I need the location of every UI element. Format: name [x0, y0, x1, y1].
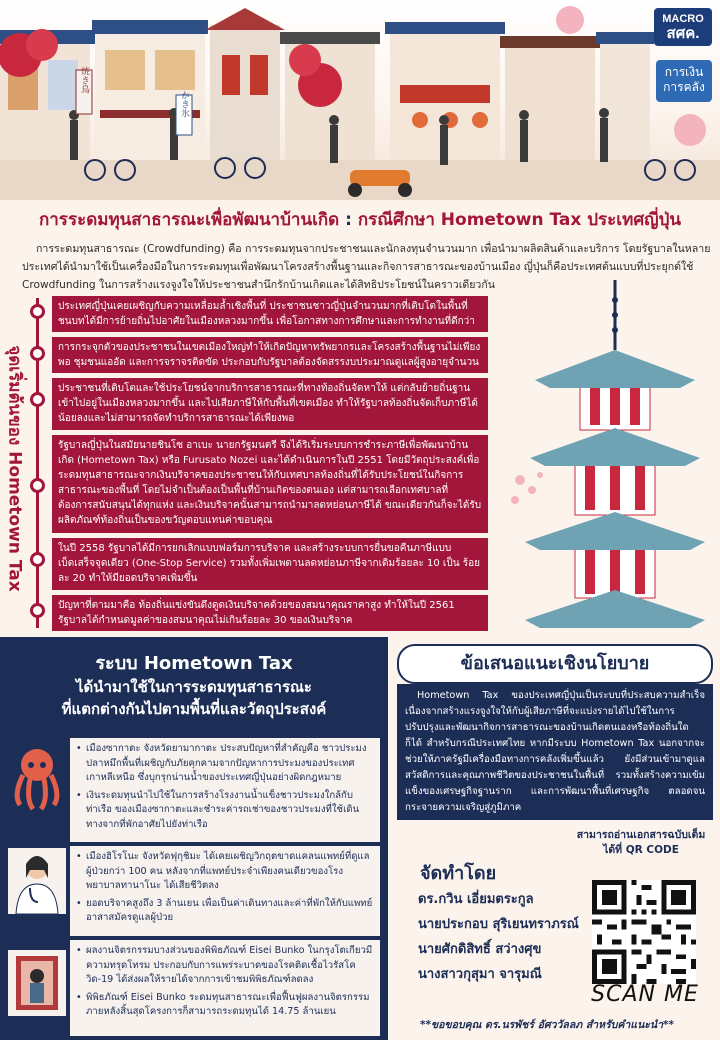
title-subtitle: กรณีศึกษา Hometown Tax ประเทศญี่ปุ่น: [357, 210, 682, 230]
timeline-dot: [30, 304, 45, 319]
acknowledgement: **ขอขอบคุณ ดร.นรพัชร์ อัศววัลลภ สำหรับคำแนะนำ**: [420, 1019, 674, 1031]
case-point: • ผลงานจิตรกรรมบางส่วนของพิพิธภัณฑ์ Eisei Bunko ในกรุงโตเกียวมีความทรุดโทรม ประกอบกับการแพร่ระบาดของโรคติดเชื้อไวรัสโควิด-19 ได้ส่งผลให้รายได้จากการเข้าชมพิพิธภัณฑ์ลดลง: [76, 944, 374, 988]
hero-street-illustration: [0, 0, 720, 200]
system-subheading: [0, 676, 388, 720]
qr-caption-line2: ได้ที่ QR CODE: [603, 844, 679, 856]
qr-code[interactable]: [592, 880, 696, 984]
case-point: • พิพิธภัณฑ์ Eisei Bunko ระดมทุนสาธารณะเพื่อฟื้นฟูผลงานจิตรกรรมภายหลังสิ้นสุดโครงการก็สามารถระดมทุนได้ 14.75 ล้านเยน: [76, 991, 374, 1020]
timeline-dot: [30, 346, 45, 361]
history-vertical-title: [0, 300, 30, 640]
timeline-item: ปัญหาที่ตามมาคือ ท้องถิ่นแข่งขันดึงดูดเงินบริจาคด้วยของสมนาคุณราคาสูง ทำให้ในปี 2561 รัฐบาลได้กำหนดมูลค่าของสมนาคุณไม่เกินร้อยละ 30 ของเงินบริจาค: [52, 595, 488, 631]
qr-caption-line1: สามารถอ่านเอกสารฉบับเต็ม: [576, 829, 706, 841]
timeline-dot: [30, 392, 45, 407]
case-point: • เงินระดมทุนนำไปใช้ในการสร้างโรงงานน้ำแข็งชาวประมงใกล้กับท่าเรือ ของเมืองซากาตะและชำระค่ารถเช่าของชาวประมงที่ใช้เดินทางจากที่พักอาศัยไปยังท่าเรือ: [76, 789, 374, 833]
scan-me-label: SCAN ME: [591, 982, 699, 1007]
timeline-dot: [30, 603, 45, 618]
pagoda-illustration: [510, 280, 720, 640]
timeline-dot: [30, 552, 45, 567]
timeline-item: ในปี 2558 รัฐบาลได้มีการยกเลิกแบบฟอร์มการบริจาค และสร้างระบบการยื่นขอคืนภาษีแบบเบ็ดเสร็จจุดเดียว (One-Stop Service) รวมทั้งเพิ่มเพดานลดหย่อนภาษีจากเดิมร้อยละ 10 เป็น ร้อยละ 20 ทำให้มียอดบริจาคเพิ่มขึ้น: [52, 538, 488, 590]
organizer-name: นายศักดิสิทธิ์ สว่างศุข: [418, 942, 542, 957]
system-subheading-line1: ได้นำมาใช้ในการระดมทุนสาธารณะ: [76, 678, 312, 696]
macro-logo: [654, 8, 712, 46]
intro-paragraph: การระดมทุนสาธารณะ (Crowdfunding) คือ การระดมทุนจากประชาชนและนักลงทุนจำนวนมาก เพื่อนำมาผลิตสินค้าและบริการ โดยรัฐบาลในหลายประเทศได้นำมาใช้เป็นเครื่องมือในการระดมทุนเพื่อพัฒนาโครงสร้างพื้นฐานและกิจการสาธารณะของบ้านเมือง ญี่ปุ่นก็คือประเทศต้นแบบที่ประยุกต์ใช้ Crowdfunding ในการสร้างแรงจูงใจให้ประชาชนสำนึกรักบ้านเกิดและได้สิทธิประโยชน์ในคราวเดียวกัน: [22, 243, 711, 291]
octopus-icon: [8, 745, 66, 811]
system-subheading-line2: ที่แตกต่างกันไปตามพื้นที่และวัตถุประสงค์: [61, 700, 327, 718]
organizer-name: ดร.กวิน เอี่ยมตระกูล: [418, 892, 534, 907]
organizers-heading: จัดทำโดย: [420, 863, 497, 884]
history-vertical-title-text: จุดเริ่มต้นของ Hometown Tax: [4, 345, 25, 592]
case-box-hirono: [70, 846, 380, 936]
policy-heading: ข้อเสนอแนะเชิงนโยบาย: [397, 644, 713, 684]
title-separator: :: [339, 210, 358, 230]
policy-body: Hometown Tax ของประเทศญี่ปุ่นเป็นระบบที่ประสบความสำเร็จเนื่องจากสร้างแรงจูงใจให้กับผู้เสียภาษีที่จะแบ่งรายได้ไปใช้ในการปรับปรุงและพัฒนากิจการสาธารณะของบ้านเกิดตนเองหรือท้องถิ่นใดก็ได้ สำหรับกรณีประเทศไทย หากมีระบบ Hometown Tax นอกจากจะช่วยให้ภาครัฐมีเครื่องมือทางการคลังเพิ่มขึ้นแล้ว ยังมีส่วนเข้ามาดูแลสวัสดิการและคุณภาพชีวิตของประชาชนในพื้นที่ รวมทั้งสร้างความเข้มแข็งของเศรษฐกิจฐานราก และการพัฒนาพื้นที่เศรษฐกิจ ตลอดจนกระจายความเจริญสู่ภูมิภาค: [397, 684, 713, 820]
case-point: • เมืองฮิโรโนะ จังหวัดฟุกุชิมะ ได้เคยเผชิญวิกฤตขาดแคลนแพทย์ที่ดูแลผู้ป่วยกว่า 100 คน หลังจากที่แพทย์ประจำเพียงคนเดียวของโรงพยาบาลทานาโนะ ได้เสียชีวิตลง: [76, 850, 374, 894]
organizer-name: นางสาวกุสุมา จารุมณี: [418, 967, 542, 982]
finance-logo-line1: การเงิน: [664, 65, 704, 79]
painting-icon: [8, 950, 66, 1016]
street-scene-illustration: [0, 0, 720, 200]
macro-logo-line2: สศค.: [666, 25, 700, 42]
timeline-dot: [30, 478, 45, 493]
timeline-item: รัฐบาลญี่ปุ่นในสมัยนายชินโซ อาเบะ นายกรัฐมนตรี จึงได้ริเริ่มระบบการชำระภาษีเพื่อพัฒนาบ้านเกิด (Hometown Tax) หรือ Furusato Nozei และได้ดำเนินการในปี 2551 โดยมีวัตถุประสงค์เพื่อระดมทุนสาธารณะจากเงินบริจาคของประชาชนให้กับเทศบาลท้องถิ่นที่ได้รับประโยชน์ในกิจการสาธารณะของพื้นที่ โดยไม่จำเป็นต้องเป็นพื้นที่บ้านเกิดของตนเอง แต่สามารถเลือกเทศบาลที่ต้องการสนับสนุนได้ทุกแห่ง และเงินบริจาคนั้นสามารถนำมาลดหย่อนภาษีได้ ขณะเดียวกันก็จะได้รับผลิตภัณฑ์ท้องถิ่นเป็นของขวัญตอบแทนค่าขอบคุณ: [52, 435, 488, 533]
qr-caption: [562, 828, 720, 858]
case-box-sakata: [70, 738, 380, 842]
finance-logo: [656, 60, 712, 102]
sign-yakitori: 焼き鳥: [79, 66, 89, 94]
timeline-item: การกระจุกตัวของประชาชนในเขตเมืองใหญ่ทำให้เกิดปัญหาทรัพยากรและโครงสร้างพื้นฐานไม่เพียงพอ ชุมชนแออัด และการจราจรติดขัด ประกอบกับรัฐบาลต้องจัดสรรงบประมาณดูแลผู้สูงอายุจำนวน: [52, 337, 488, 373]
case-point: • เมืองซากาตะ จังหวัดยามากาตะ ประสบปัญหาที่สำคัญคือ ชาวประมงปลาหมึกพื้นที่เผชิญกับภัยคุกคามจากปัญหาการประมงของประเทศเกาหลีเหนือ ซึ่งบุกรุกน่านน้ำของประเทศญี่ปุ่นอย่างผิดกฎหมาย: [76, 742, 374, 786]
timeline-item: ประชาชนที่เติบโตและใช้ประโยชน์จากบริการสาธารณะที่ทางท้องถิ่นจัดหาให้ แต่กลับย้ายถิ่นฐานเข้าไปอยู่ในเมืองหลวงมากขึ้น และไปเสียภาษีให้กับพื้นที่เขตเมือง ทำให้รัฐบาลท้องถิ่นจัดเก็บภาษีได้น้อยลงและไม่สามารถจัดทำบริการสาธารณะได้เพียงพอ: [52, 378, 488, 430]
case-box-eisei-bunko: [70, 940, 380, 1036]
page-title: [0, 200, 720, 240]
doctor-icon: [8, 848, 66, 914]
macro-logo-line1: MACRO: [662, 13, 704, 25]
title-main: การระดมทุนสาธารณะเพื่อพัฒนาบ้านเกิด: [38, 210, 340, 230]
finance-logo-line2: การคลัง: [663, 80, 705, 94]
timeline-item: ประเทศญี่ปุ่นเคยเผชิญกับความเหลื่อมล้ำเชิงพื้นที่ ประชาชนชาวญี่ปุ่นจำนวนมากที่เติบโตในพื้นที่ชนบทได้มีการย้ายถิ่นไปอาศัยในเมืองหลวงมากขึ้น เพื่อโอกาสทางการศึกษาและการทำงานที่ดีกว่า: [52, 296, 488, 332]
case-point: • ยอดบริจาคสูงถึง 3 ล้านเยน เพื่อเป็นค่าเดินทางและค่าที่พักให้กับแพทย์อาสาสมัครดูแลผู้ป่วย: [76, 897, 374, 926]
organizer-name: นายประกอบ สุริเยนทราภรณ์: [418, 917, 579, 932]
pagoda-icon: [510, 280, 720, 640]
sign-kakigori: かき氷: [179, 90, 189, 118]
system-heading: ระบบ Hometown Tax: [95, 653, 293, 674]
qr-code-icon: [592, 880, 696, 984]
